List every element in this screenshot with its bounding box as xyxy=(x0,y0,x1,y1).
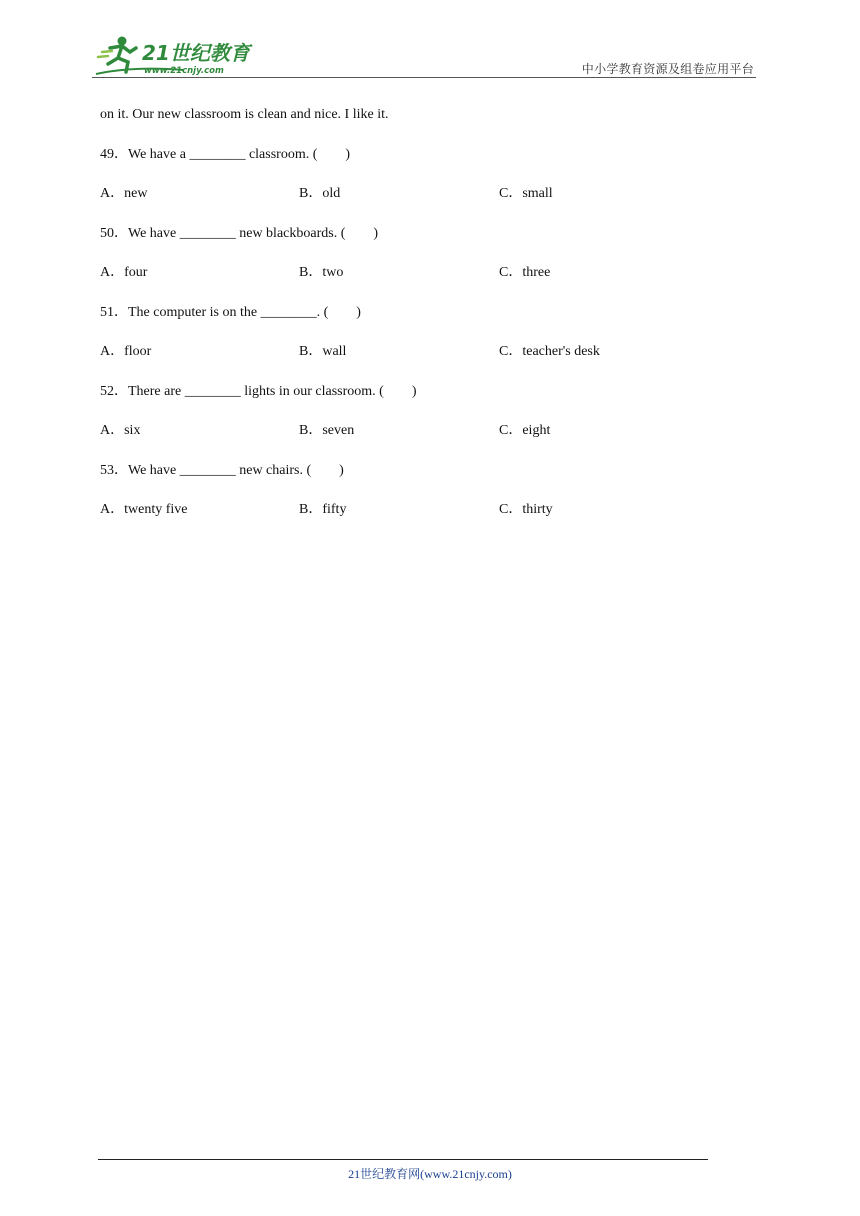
option-a[interactable]: A．floor xyxy=(100,344,152,359)
option-a[interactable]: A．six xyxy=(100,423,141,438)
question-52: 52．There are ________ lights in our classroom. ( ) xyxy=(100,383,417,399)
options-53 xyxy=(100,499,740,539)
option-b[interactable]: B．fifty xyxy=(299,502,347,517)
question-50: 50．We have ________ new blackboards. ( ) xyxy=(100,225,379,241)
option-c[interactable]: C．three xyxy=(499,265,551,280)
option-c[interactable]: C．eight xyxy=(499,423,551,438)
question-53: 53．We have ________ new chairs. ( ) xyxy=(100,462,344,478)
site-logo[interactable] xyxy=(92,32,262,78)
question-49: 49．We have a ________ classroom. ( ) xyxy=(100,146,351,162)
passage-line: on it. Our new classroom is clean and nice. I like it. xyxy=(100,107,389,122)
option-b[interactable]: B．two xyxy=(299,265,344,280)
header-divider xyxy=(92,77,756,78)
running-figure-logo-icon xyxy=(92,32,262,78)
platform-tagline: 中小学教育资源及组卷应用平台 xyxy=(581,62,754,76)
footer-divider xyxy=(98,1159,708,1160)
page-header xyxy=(92,30,756,78)
option-a[interactable]: A．four xyxy=(100,265,148,280)
options-49 xyxy=(100,183,740,223)
options-50 xyxy=(100,262,740,302)
option-c[interactable]: C．thirty xyxy=(499,502,553,517)
option-c[interactable]: C．small xyxy=(499,186,553,201)
option-c[interactable]: C．teacher's desk xyxy=(499,344,600,359)
option-a[interactable]: A．twenty five xyxy=(100,502,188,517)
option-b[interactable]: B．wall xyxy=(299,344,347,359)
option-b[interactable]: B．seven xyxy=(299,423,355,438)
logo-title: 21世纪教育 xyxy=(142,41,250,65)
option-a[interactable]: A．new xyxy=(100,186,148,201)
option-b[interactable]: B．old xyxy=(299,186,341,201)
question-51: 51．The computer is on the ________. ( ) xyxy=(100,304,361,320)
logo-url: www.21cnjy.com xyxy=(144,66,224,76)
options-52 xyxy=(100,420,740,460)
options-51 xyxy=(100,341,740,381)
footer-link[interactable]: 21世纪教育网(www.21cnjy.com) xyxy=(348,1167,512,1181)
question-section xyxy=(100,104,740,539)
